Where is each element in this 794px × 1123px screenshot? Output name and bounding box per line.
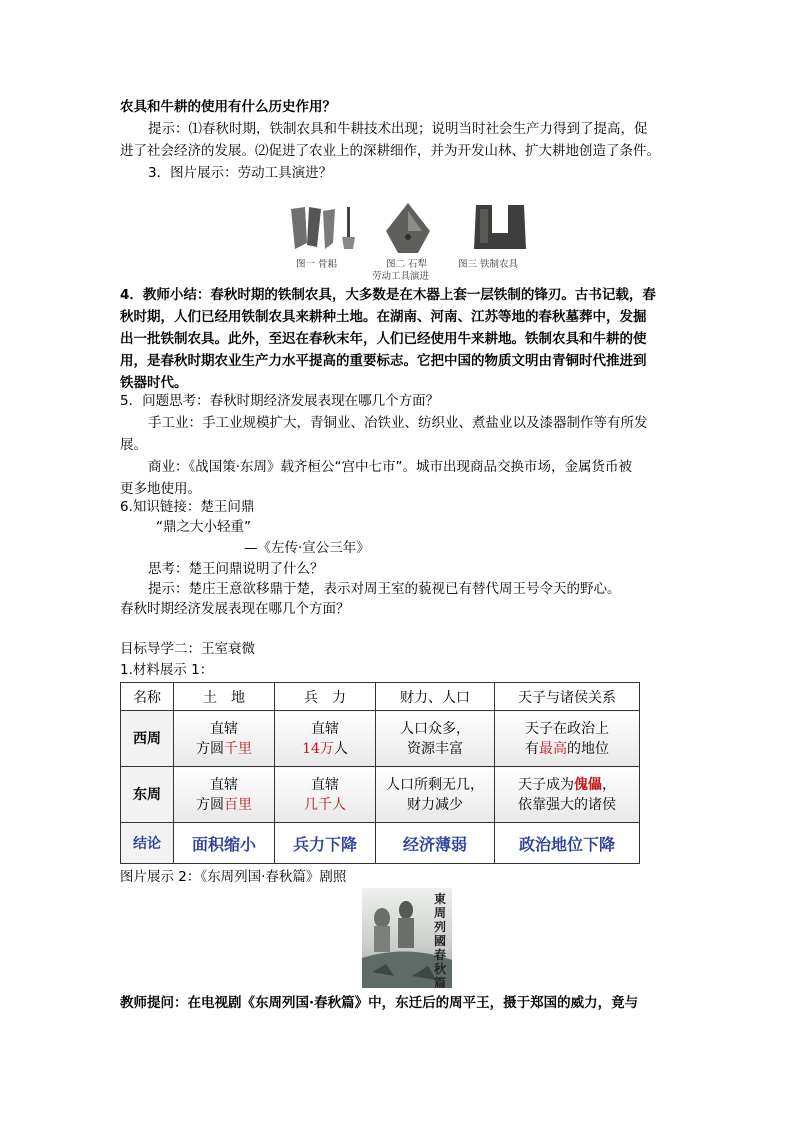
text-line: 秋时期，人们已经用铁制农具来耕种土地。在湖南、河南、江苏等地的春秋墓葬中，发掘 — [120, 309, 647, 325]
highlight-text: 14万 — [302, 740, 334, 757]
table-cell — [376, 767, 495, 823]
conclusion-cell: 面积缩小 — [174, 823, 275, 864]
cell-text: 财力减少 — [407, 796, 463, 813]
cell-text: 资源丰富 — [407, 740, 463, 757]
highlight-text: 千里 — [224, 740, 252, 757]
cell-text: 直辖 — [210, 776, 238, 793]
text-line: 春秋时期经济发展表现在哪几个方面？ — [120, 601, 350, 617]
bone-spade-image — [287, 203, 362, 253]
cell-text — [275, 739, 375, 759]
figure-group-title: 劳动工具演进 — [372, 271, 430, 282]
quote-line: “鼎之大小轻重” — [156, 519, 251, 535]
cell-text: 人口众多， — [400, 720, 470, 737]
text-line: 展。 — [120, 437, 147, 453]
row-label-dongzhou: 东周 — [121, 767, 174, 823]
table-header: 土 地 — [174, 683, 275, 711]
poster-title: 東周列國春秋篇 — [434, 892, 447, 988]
text-line: 6.知识链接：楚王问鼎 — [120, 499, 255, 515]
cell-text: ， — [602, 776, 616, 793]
text-line: 用，是春秋时期农业生产力水平提高的重要标志。它把中国的物质文明由青铜时代推进到 — [120, 353, 647, 369]
comparison-table — [120, 682, 640, 864]
cell-text: 有 — [525, 740, 539, 757]
text-line: 3．图片展示：劳动工具演进？ — [148, 165, 333, 181]
text-line: 铁器时代。 — [120, 375, 188, 391]
cell-text — [174, 795, 274, 815]
text-line: 出一批铁制农具。此外，至迟在春秋末年，人们已经使用牛来耕地。铁制农具和牛耕的使 — [120, 331, 647, 347]
conclusion-cell: 政治地位下降 — [495, 823, 640, 864]
highlight-text: 百里 — [224, 796, 252, 813]
text-line: 进了社会经济的发展。⑵促进了农业上的深耕细作，并为开发山林、扩大耕地创造了条件。 — [120, 143, 660, 159]
cell-text: 人 — [333, 740, 348, 757]
table-cell — [275, 711, 376, 767]
iron-tool-image — [470, 203, 530, 255]
text-line: 4．教师小结：春秋时期的铁制农具，大多数是在木器上套一层铁制的锋刃。古书记载，春 — [120, 287, 656, 303]
section-heading: 目标导学二：王室衰微 — [120, 641, 255, 657]
text-line: 农具和牛耕的使用有什么历史作用？ — [120, 99, 336, 115]
text-line: 手工业：手工业规模扩大，青铜业、冶铁业、纺织业、煮盐业以及漆器制作等有所发 — [148, 415, 648, 431]
row-label-xizhou: 西周 — [121, 711, 174, 767]
text-line: 图片展示 2：《东周列国·春秋篇》剧照 — [120, 869, 347, 885]
cell-text: 方圆 — [196, 740, 224, 757]
text-line: 提示：楚庄王意欲移鼎于楚，表示对周王室的藐视已有替代周王号令天的野心。 — [148, 581, 621, 597]
cell-text — [495, 775, 639, 795]
table-cell — [275, 767, 376, 823]
conclusion-cell: 经济薄弱 — [376, 823, 495, 864]
cell-text: 天子成为 — [518, 776, 574, 793]
conclusion-cell: 兵力下降 — [275, 823, 376, 864]
cell-text: 直辖 — [311, 776, 339, 793]
cell-text: 方圆 — [196, 796, 224, 813]
row-label-conclusion: 结论 — [121, 823, 174, 864]
figure-caption: 图一 骨耜 — [296, 259, 338, 270]
table-cell — [495, 767, 640, 823]
table-cell — [174, 711, 275, 767]
cell-text: 直辖 — [210, 720, 238, 737]
table-header: 兵 力 — [275, 683, 376, 711]
table-header: 名称 — [121, 683, 174, 711]
text-line: 5．问题思考：春秋时期经济发展表现在哪几个方面？ — [120, 393, 440, 409]
quote-source: —《左传·宣公三年》 — [244, 540, 370, 556]
highlight-text: 几千人 — [304, 796, 346, 813]
figure-caption: 图二 石犁 — [386, 259, 428, 270]
table-header: 天子与诸侯关系 — [495, 683, 640, 711]
text-line: 商业：《战国策·东周》载齐桓公“宫中七市”。城市出现商品交换市场，金属货币被 — [148, 459, 633, 475]
text-line: 1.材料展示 1： — [120, 662, 214, 678]
cell-text — [495, 739, 639, 759]
text-line: 教师提问：在电视剧《东周列国·春秋篇》中，东迁后的周平王，摄于郑国的威力，竟与 — [120, 995, 639, 1011]
table-cell — [174, 767, 275, 823]
text-line: 更多地使用。 — [120, 481, 201, 497]
stone-plough-image — [384, 201, 432, 255]
table-header: 财力、人口 — [376, 683, 495, 711]
highlight-text: 最高 — [539, 740, 567, 757]
highlight-text: 傀儡 — [574, 776, 602, 793]
cell-text: 人口所剩无几， — [386, 776, 484, 793]
cell-text: 直辖 — [311, 720, 339, 737]
cell-text: 天子在政治上 — [525, 720, 609, 737]
figure-caption: 图三 铁制农具 — [458, 259, 519, 270]
table-cell — [376, 711, 495, 767]
text-line: 提示：⑴春秋时期，铁制农具和牛耕技术出现；说明当时社会生产力得到了提高，促 — [148, 121, 648, 137]
cell-text: 依靠强大的诸侯 — [518, 796, 616, 813]
text-line: 思考：楚王问鼎说明了什么？ — [148, 561, 324, 577]
drama-poster-image — [362, 888, 452, 988]
cell-text: 的地位 — [567, 740, 609, 757]
table-cell — [495, 711, 640, 767]
cell-text — [174, 739, 274, 759]
